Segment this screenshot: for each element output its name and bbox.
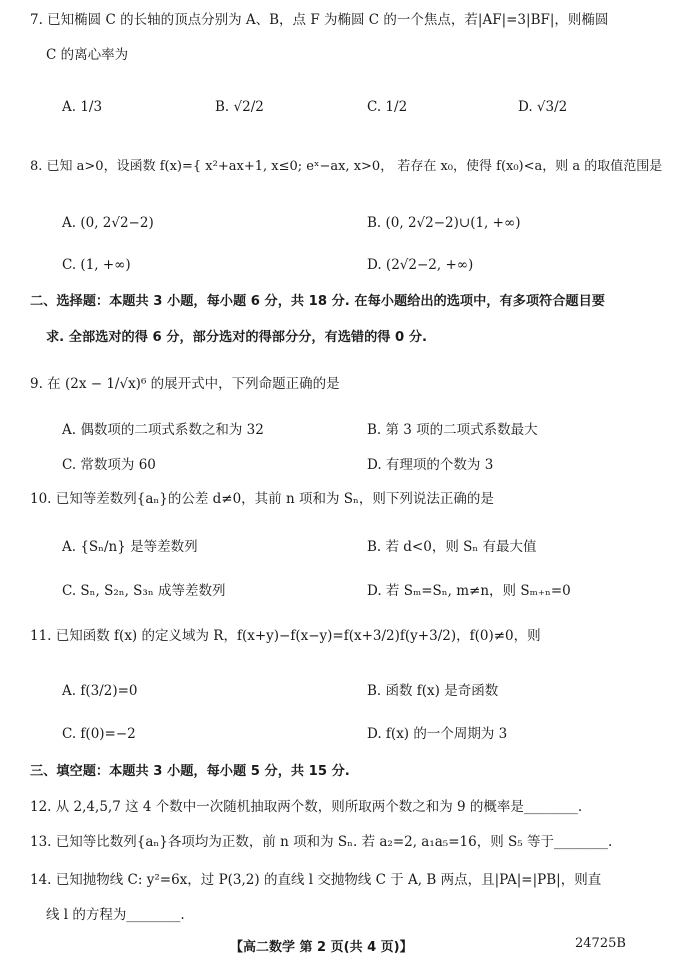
q7-option-a: A. 1/3	[62, 99, 103, 115]
q7-stem-cont: C 的离心率为	[46, 47, 129, 63]
q7-option-d: D. √3/2	[518, 99, 568, 115]
q7-option-b: B. √2/2	[215, 99, 264, 115]
q13-stem: 13. 已知等比数列{aₙ}各项均为正数，前 n 项和为 Sₙ. 若 a₂=2, a₁a₅=16，则 S₅ 等于________.	[30, 834, 613, 850]
q9-option-d: D. 有理项的个数为 3	[367, 457, 494, 473]
q8-option-a: A. (0, 2√2−2)	[62, 215, 154, 231]
q8-stem: 8. 已知 a>0，设函数 f(x)={ x²+ax+1, x≤0; eˣ−ax, x>0， 若存在 x₀，使得 f(x₀)<a，则 a 的取值范围是	[30, 159, 663, 174]
q11-stem: 11. 已知函数 f(x) 的定义域为 R，f(x+y)−f(x−y)=f(x+3/2)f(y+3/2)，f(0)≠0，则	[30, 628, 541, 644]
section3-heading: 三、填空题：本题共 3 小题，每小题 5 分，共 15 分.	[30, 764, 350, 779]
q10-stem: 10. 已知等差数列{aₙ}的公差 d≠0，其前 n 项和为 Sₙ，则下列说法正确的是	[30, 491, 494, 507]
page-footer: 【高二数学 第 2 页(共 4 页)】	[230, 940, 413, 955]
q8-option-c: C. (1, +∞)	[62, 257, 131, 273]
q10-option-c: C. Sₙ, S₂ₙ, S₃ₙ 成等差数列	[62, 583, 226, 599]
q7-option-c: C. 1/2	[367, 99, 408, 115]
q9-stem: 9. 在 (2x − 1/√x)⁶ 的展开式中，下列命题正确的是	[30, 376, 340, 392]
q10-option-b: B. 若 d<0，则 Sₙ 有最大值	[367, 539, 537, 555]
q11-option-c: C. f(0)=−2	[62, 726, 136, 742]
q11-option-b: B. 函数 f(x) 是奇函数	[367, 683, 499, 699]
section2-heading: 二、选择题：本题共 3 小题，每小题 6 分，共 18 分. 在每小题给出的选项中，有多项符合题目要	[30, 294, 605, 309]
q14-stem-cont: 线 l 的方程为________.	[46, 907, 185, 923]
q9-option-b: B. 第 3 项的二项式系数最大	[367, 422, 538, 438]
q11-option-d: D. f(x) 的一个周期为 3	[367, 726, 508, 742]
q14-stem: 14. 已知抛物线 C: y²=6x，过 P(3,2) 的直线 l 交抛物线 C 于 A, B 两点，且|PA|=|PB|，则直	[30, 872, 602, 888]
q7-stem: 7. 已知椭圆 C 的长轴的顶点分别为 A、B，点 F 为椭圆 C 的一个焦点，若|AF|=3|BF|，则椭圆	[30, 12, 609, 28]
q8-option-b: B. (0, 2√2−2)∪(1, +∞)	[367, 215, 521, 231]
q11-option-a: A. f(3/2)=0	[62, 683, 138, 699]
exam-code: 24725B	[575, 936, 626, 951]
q9-option-c: C. 常数项为 60	[62, 457, 156, 473]
q12-stem: 12. 从 2,4,5,7 这 4 个数中一次随机抽取两个数，则所取两个数之和为 9 的概率是________.	[30, 799, 583, 815]
q9-option-a: A. 偶数项的二项式系数之和为 32	[62, 422, 264, 438]
q10-option-a: A. {Sₙ/n} 是等差数列	[62, 539, 198, 555]
q10-option-d: D. 若 Sₘ=Sₙ, m≠n，则 Sₘ₊ₙ=0	[367, 583, 571, 599]
q8-option-d: D. (2√2−2, +∞)	[367, 257, 474, 273]
section2-heading-cont: 求. 全部选对的得 6 分，部分选对的得部分分，有选错的得 0 分.	[46, 330, 428, 345]
